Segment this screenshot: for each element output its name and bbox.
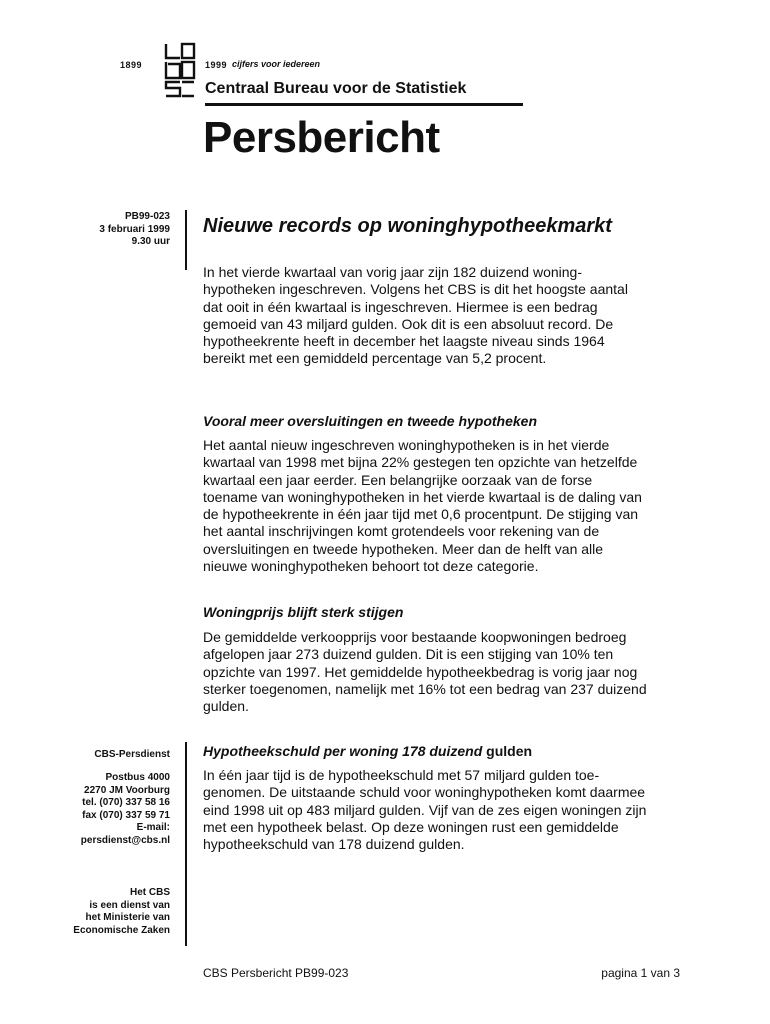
address-line: Postbus 4000 xyxy=(105,772,170,783)
press-service-address xyxy=(81,772,170,848)
section-paragraph-hypotheekschuld: In één jaar tijd is de hypotheekschuld met 57 miljard gulden toe- genomen. De uitstaande schuld voor woninghypotheken komt daarmee eind 1998 uit op 483 miljard gulden. Vijf van de zes eigen woningen zijn met een hypotheek belast. Op deze woningen rust een gemiddelde hypotheekschuld van 178 duizend gulden. xyxy=(203,767,647,853)
address-line: 2270 JM Voorburg xyxy=(84,784,170,796)
email-address: persdienst@cbs.nl xyxy=(80,834,170,846)
organization-name: Centraal Bureau voor de Statistiek xyxy=(205,80,467,97)
footer-document-ref: CBS Persbericht PB99-023 xyxy=(203,966,349,980)
release-time: 9.30 uur xyxy=(131,236,170,248)
ministry-note: Het CBS is een dienst van het Ministerie van Economische Zaken xyxy=(73,887,170,936)
section-heading-hypotheekschuld xyxy=(203,743,703,759)
footer-page-number: pagina 1 van 3 xyxy=(601,966,680,980)
document-type: Persbericht xyxy=(203,113,440,162)
email-label: E-mail: xyxy=(136,822,170,834)
press-release-meta xyxy=(99,211,170,249)
year-start: 1899 xyxy=(120,60,143,70)
intro-paragraph: In het vierde kwartaal van vorig jaar zijn 182 duizend woning- hypotheken ingeschreven. Volgens het CBS is dit het hoogste aantal dat ooit in één kwartaal is ingeschreven. Hiermee is een bedrag gemoeid van 43 miljard gulden. Ook dit is een absoluut record. De hypotheekrente heeft in december het laagste niveau sinds 1964 bereikt met een gemiddeld percentage van 5,2 procent. xyxy=(203,264,628,367)
cbs-logo xyxy=(160,42,196,98)
release-reference: PB99-023 xyxy=(124,211,170,222)
press-release-title: Nieuwe records op woninghypotheekmarkt xyxy=(203,215,612,237)
section-paragraph-woningprijs: De gemiddelde verkoopprijs voor bestaande koopwoningen bedroeg afgelopen jaar 273 duizend gulden. Dit is een stijging van 10% ten opzichte van 1997. Het gemiddelde hypotheekbedrag is vorig jaar nog sterker toegenomen, namelijk met 16% tot een bedrag van 237 duizend gulden. xyxy=(203,629,647,715)
tagline: cijfers voor iedereen xyxy=(232,59,321,69)
section-heading-hypotheekschuld-suffix: gulden xyxy=(486,743,533,759)
section-heading-woningprijs: Woningprijs blijft sterk stijgen xyxy=(203,604,404,620)
fax-number: fax (070) 337 59 71 xyxy=(82,809,170,821)
margin-rule-bottom xyxy=(185,742,187,946)
header-rule xyxy=(205,103,523,106)
press-service-label: CBS-Persdienst xyxy=(94,749,170,760)
section-heading-oversluitingen: Vooral meer oversluitingen en tweede hypotheken xyxy=(203,413,538,429)
section-paragraph-oversluitingen: Het aantal nieuw ingeschreven woninghypotheken is in het vierde kwartaal van 1998 met bijna 22% gestegen ten opzichte van hetzelfde kwartaal een jaar eerder. Een belangrijke oorzaak van de forse toename van woninghypotheken in het vierde kwartaal is de daling van de hypotheekrente in één jaar tijd met 0,6 procentpunt. De stijging van het aantal inschrijvingen komt grotendeels voor rekening van de oversluitingen en tweede hypotheken. Meer dan de helft van alle nieuwe woninghypotheken behoort tot deze categorie. xyxy=(203,437,642,575)
margin-rule-top xyxy=(185,210,187,270)
release-date: 3 februari 1999 xyxy=(99,223,170,235)
section-heading-hypotheekschuld-text: Hypotheekschuld per woning 178 duizend xyxy=(203,743,483,759)
letterhead xyxy=(0,0,770,200)
year-end: 1999 xyxy=(205,60,228,70)
phone-number: tel. (070) 337 58 16 xyxy=(82,797,170,809)
